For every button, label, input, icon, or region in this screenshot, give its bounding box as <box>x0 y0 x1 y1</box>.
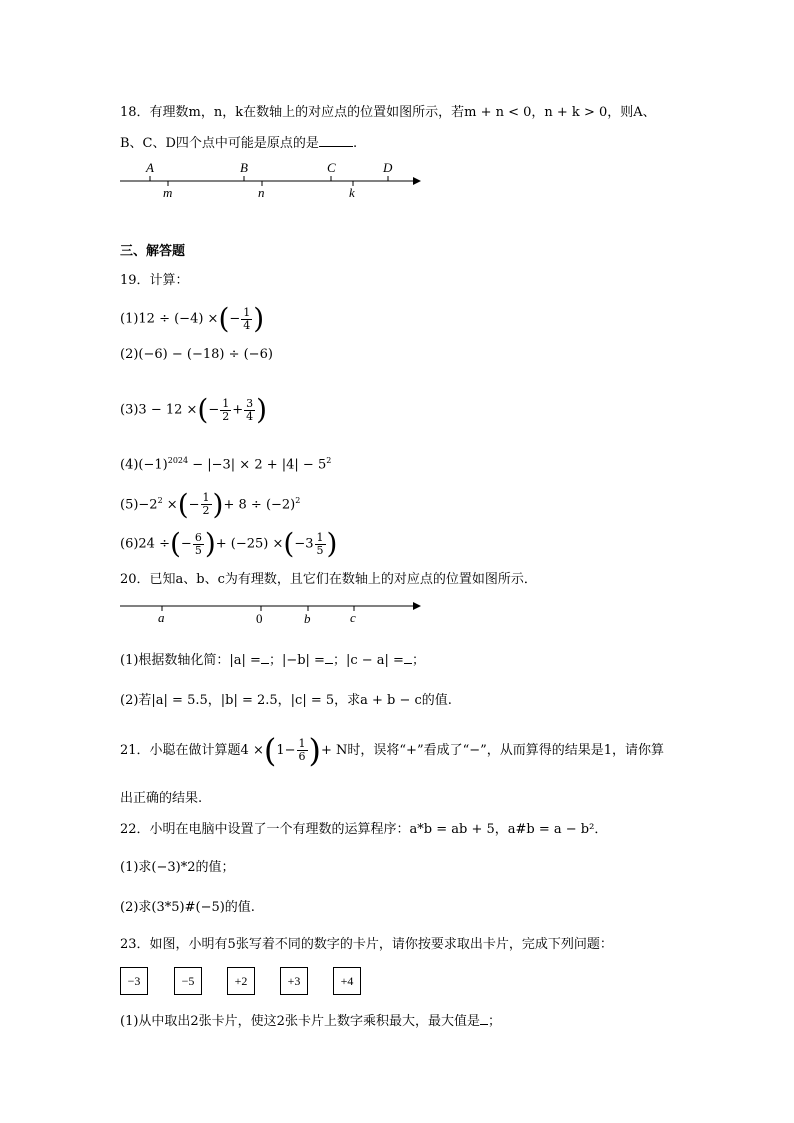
fraction <box>193 532 204 557</box>
point-b-label: b <box>304 611 311 626</box>
frac-num: 1 <box>202 491 210 505</box>
q19-p6-b: + (−25) × <box>215 536 284 552</box>
number-card: −5 <box>174 967 202 995</box>
frac-num: 1 <box>316 530 324 544</box>
q21-one: 1 <box>276 743 285 758</box>
number-line-q18 <box>115 158 425 200</box>
frac-den: 6 <box>298 750 306 763</box>
fraction <box>220 398 231 423</box>
point-A-label: A <box>146 160 154 175</box>
q20-part1 <box>120 651 425 670</box>
point-C-label: C <box>327 160 336 175</box>
q21-text-a: 21．小聪在做计算题4 × <box>120 743 264 758</box>
point-m-label: m <box>163 185 173 200</box>
section-heading: 三、解答题 <box>120 244 186 259</box>
number-line-q20 <box>115 596 425 630</box>
q23-part1 <box>120 1012 501 1031</box>
q22-part2: (2)求(3*5)#(−5)的值. <box>120 900 255 915</box>
frac-num: 6 <box>194 530 202 544</box>
q19-p5-b: × <box>162 497 178 513</box>
number-card: −3 <box>120 967 148 995</box>
q19-p1-text: (1)12 ÷ (−4) × <box>120 311 219 327</box>
q19-part5: $(5)-2^2$ ×(− $\frac{1}{2}$ )+ $8 \div (-2)^2$ <box>120 487 301 521</box>
q19-p5-sign: − <box>188 497 200 513</box>
q19-part6: (6)24 ÷(− $\frac{6}{5}$ )+ (−25) ×(−3 $\frac{1}{5}$ ) <box>120 527 338 560</box>
q23-p1-b: ； <box>487 1014 501 1029</box>
frac-num: 1 <box>222 396 230 410</box>
point-n-label: n <box>258 185 265 200</box>
q19-p6-sign: − <box>180 536 192 552</box>
q19-p3-plus: + <box>232 402 244 418</box>
q18-line2-text: B、C、D四个点中可能是原点的是 <box>120 136 319 151</box>
q19-part3: (3)3 − 12 ×(− $\frac{1}{2}$ + $\frac{3}{4}$ ) <box>120 393 268 426</box>
frac-den: 2 <box>202 504 210 518</box>
q21-text-b: + N时，误将“+”看成了“−”，从而算得的结果是1，请你算 <box>321 743 665 758</box>
point-a-label: a <box>158 610 165 625</box>
q20-p1-c: ；|c − a| = <box>332 653 404 668</box>
fraction <box>201 492 212 517</box>
q18-line2-end: . <box>352 136 358 151</box>
q20-p1-d: ； <box>411 653 425 668</box>
q19-title: 19．计算： <box>120 273 189 288</box>
q22-part1: (1)求(−3)*2的值； <box>120 860 235 875</box>
q21-line2: 出正确的结果. <box>120 791 203 806</box>
point-B-label: B <box>240 160 248 175</box>
exponent: 2024 <box>167 456 189 465</box>
q19-p3-text: (3)3 − 12 × <box>120 402 198 418</box>
answer-blank <box>404 651 412 664</box>
frac-den: 4 <box>246 409 254 423</box>
point-D-label: D <box>383 160 393 175</box>
fraction <box>297 738 308 763</box>
exponent: 2 <box>157 496 163 505</box>
q19-p5-c: + 8 ÷ (−2) <box>223 497 296 513</box>
frac-num: 1 <box>298 737 306 750</box>
q23-p1-a: (1)从中取出2张卡片，使这2张卡片上数字乘积最大，最大值是 <box>120 1014 480 1029</box>
q21-line1: 21．小聪在做计算题4 ×(1− $\frac{1}{6}$ )+ N时，误将“+”看成了“−”，从而算得的结果是1，请你算 <box>120 731 665 770</box>
q19-p4-b: − |−3| × 2 + |4| − 5 <box>188 457 327 473</box>
exponent: 2 <box>295 496 301 505</box>
origin-label: 0 <box>256 611 263 626</box>
answer-blank <box>325 651 333 664</box>
q19-part2: (2)(−6) − (−18) ÷ (−6) <box>120 347 273 362</box>
q19-p6-a: (6)24 ÷ <box>120 536 170 552</box>
point-k-label: k <box>349 185 355 200</box>
q20-p1-b: ；|−b| = <box>268 653 325 668</box>
q19-p6-c: −3 <box>294 536 314 552</box>
q22-line1: 22．小明在电脑中设置了一个有理数的运算程序：a*b = ab + 5，a#b = a − b²． <box>120 822 608 837</box>
q19-p4-a: (4)(−1) <box>120 457 168 473</box>
number-card: +2 <box>227 967 255 995</box>
number-card: +4 <box>333 967 361 995</box>
q21-minus: − <box>284 743 296 758</box>
frac-den: 5 <box>316 543 324 557</box>
fraction <box>315 532 326 557</box>
frac-den: 5 <box>194 543 202 557</box>
q19-part4 <box>120 452 331 474</box>
answer-blank <box>319 134 353 147</box>
q20-title: 20．已知a、b、c为有理数，且它们在数轴上的对应点的位置如图所示． <box>120 572 537 587</box>
exponent: 2 <box>326 456 332 465</box>
number-card: +3 <box>280 967 308 995</box>
answer-blank <box>261 651 269 664</box>
frac-num: 3 <box>246 396 254 410</box>
frac-den: 2 <box>222 409 230 423</box>
point-c-label: c <box>350 610 356 625</box>
q19-p3-sign: − <box>208 402 220 418</box>
q19-p5-a: (5)−2 <box>120 497 158 513</box>
q19-p1-sign: − <box>229 311 241 327</box>
fraction <box>244 398 255 423</box>
q18-line1: 18．有理数m，n，k在数轴上的对应点的位置如图所示，若m + n < 0，n + k > 0，则A、 <box>120 105 656 120</box>
q19-part1: (1)12 ÷ (−4) ×(− $\frac{1}{4}$ ) <box>120 302 265 335</box>
q20-p1-a: (1)根据数轴化简：|a| = <box>120 653 261 668</box>
answer-blank <box>480 1012 488 1025</box>
q18-line2 <box>120 134 357 153</box>
q23-line1: 23．如图，小明有5张写着不同的数字的卡片，请你按要求取出卡片，完成下列问题： <box>120 937 613 952</box>
fraction <box>241 307 252 332</box>
frac-num: 1 <box>243 305 251 319</box>
q20-part2: (2)若|a| = 5.5，|b| = 2.5，|c| = 5，求a + b − c的值. <box>120 693 452 708</box>
frac-den: 4 <box>243 318 251 332</box>
